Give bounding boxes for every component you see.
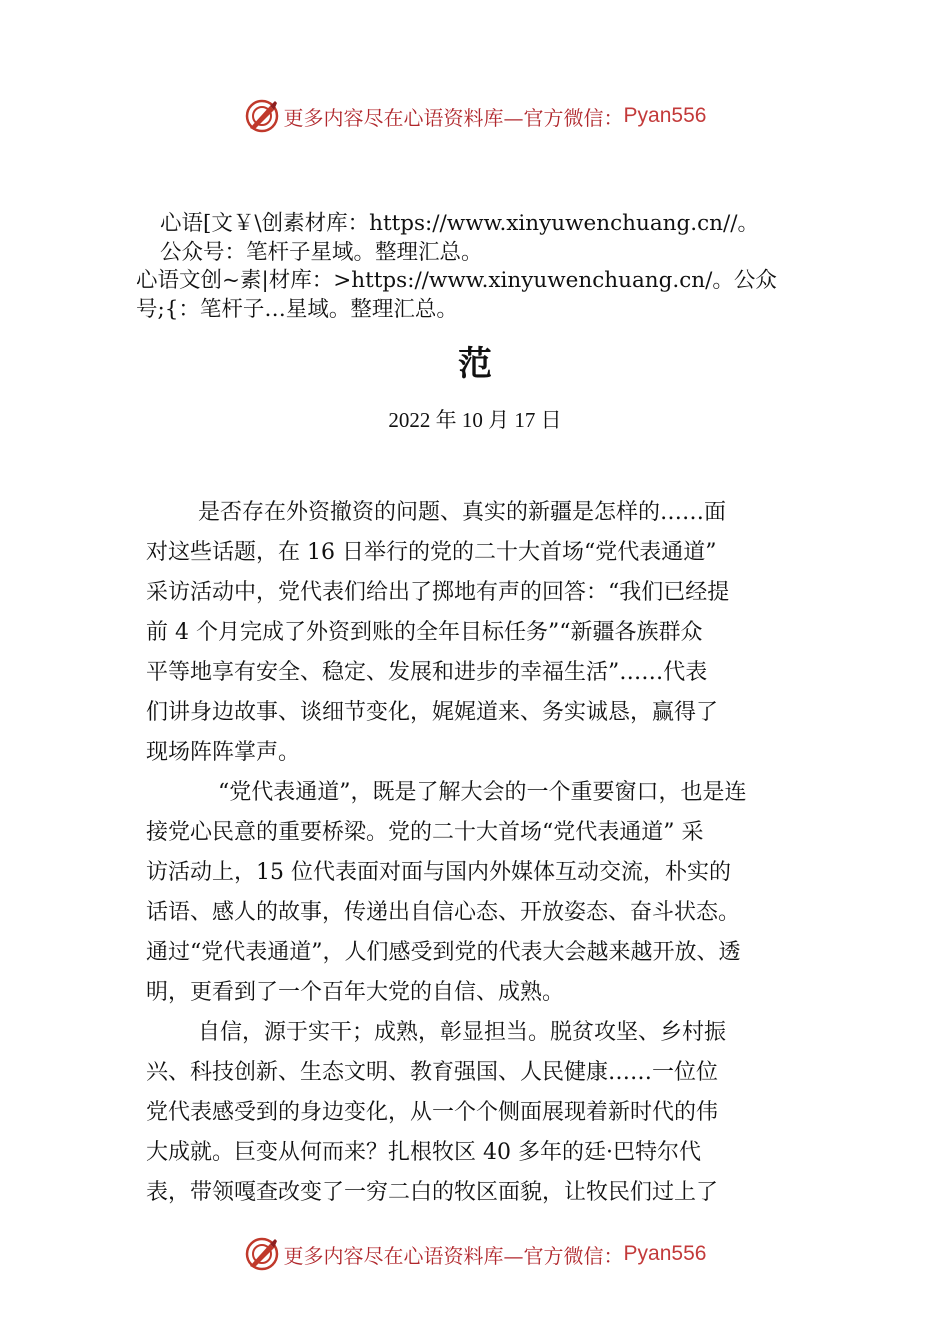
header-line: 心语文创~素|材库：>https://www.xinyuwenchuang.cn/。公众: [136, 268, 777, 293]
text-line: 接党心民意的重要桥梁。党的二十大首场“党代表通道” 采: [146, 820, 704, 845]
header-line: 公众号：笔杆子星域。整理汇总。: [160, 239, 483, 265]
banner-text: 更多内容尽在心语资料库—官方微信：: [283, 1243, 624, 1268]
text-line: 表，带领嘎查改变了一穷二白的牧区面貌，让牧民们过上了: [146, 1180, 719, 1205]
banner-wechat-id: Pyan556: [623, 1242, 707, 1265]
text-line: 明，更看到了一个百年大党的自信、成熟。: [146, 980, 565, 1005]
text-line: 大成就。巨变从何而来？扎根牧区 40 多年的廷·巴特尔代: [146, 1140, 701, 1165]
text-line: 通过“党代表通道”，人们感受到党的代表大会越来越开放、透: [146, 940, 741, 965]
text-line: 自信，源于实干；成熟，彰显担当。脱贫攻坚、乡村振: [198, 1020, 727, 1045]
document-title: 范: [458, 344, 492, 384]
text-line: 兴、科技创新、生态文明、教育强国、人民健康……一位位: [146, 1060, 719, 1085]
text-line: 们讲身边故事、谈细节变化，娓娓道来、务实诚恳，赢得了: [146, 700, 719, 725]
text-line: 前 4 个月完成了外资到账的全年目标任务”“新疆各族群众: [146, 620, 703, 645]
text-line: “党代表通道”，既是了解大会的一个重要窗口，也是连: [218, 780, 747, 805]
header-line: 号;{：笔杆子…星域。整理汇总。: [136, 296, 458, 322]
banner-wechat-id: Pyan556: [623, 104, 707, 127]
pen-logo-icon: [244, 98, 280, 134]
article-body: [146, 493, 816, 1213]
text-line: 现场阵阵掌声。: [146, 740, 301, 765]
document-date: 2022 年 10 月 17 日: [388, 408, 562, 432]
text-line: 采访活动中，党代表们给出了掷地有声的回答：“我们已经提: [146, 580, 730, 605]
top-banner: [0, 96, 950, 136]
text-line: 访活动上，15 位代表面对面与国内外媒体互动交流，朴实的: [146, 860, 731, 885]
text-line: 党代表感受到的身边变化，从一个个侧面展现着新时代的伟: [146, 1100, 719, 1125]
pen-logo-icon: [244, 1236, 280, 1272]
bottom-banner: [0, 1234, 950, 1274]
text-line: 对这些话题，在 16 日举行的党的二十大首场“党代表通道”: [146, 540, 717, 565]
text-line: 话语、感人的故事，传递出自信心态、开放姿态、奋斗状态。: [146, 900, 741, 925]
text-line: 是否存在外资撤资的问题、真实的新疆是怎样的……面: [198, 500, 727, 525]
header-line: 心语[文￥\创素材库：https://www.xinyuwenchuang.cn//。: [160, 211, 759, 236]
text-line: 平等地享有安全、稳定、发展和进步的幸福生活”……代表: [146, 660, 708, 685]
source-header: [136, 210, 836, 324]
banner-text: 更多内容尽在心语资料库—官方微信：: [283, 105, 624, 130]
